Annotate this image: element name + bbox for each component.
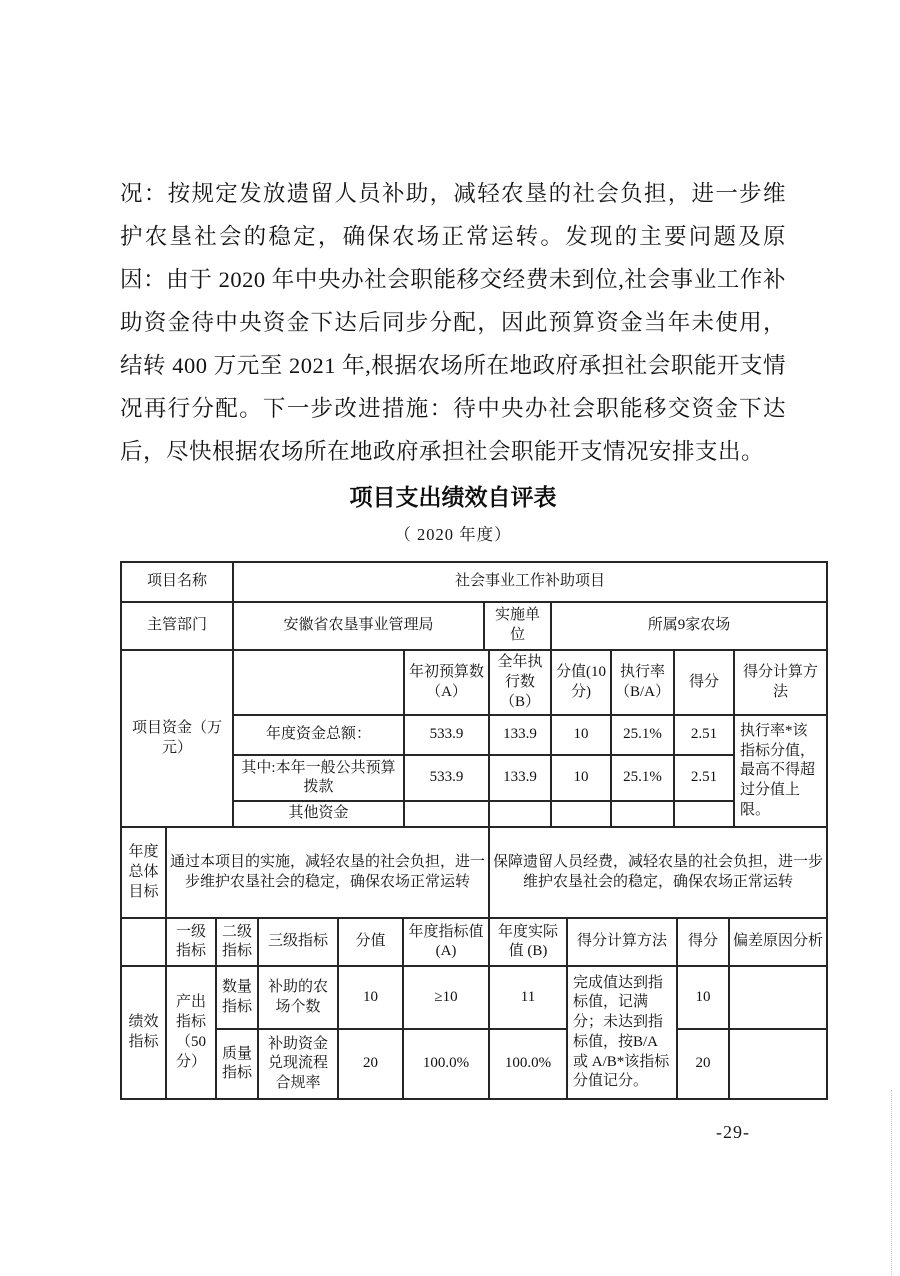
header-level1: 一级指标 (166, 918, 216, 966)
funding-header-row (121, 650, 827, 715)
funding-header-method: 得分计算方法 (734, 650, 827, 715)
header-level2: 二级指标 (216, 918, 258, 966)
continuation-paragraph: 况：按规定发放遗留人员补助，减轻农垦的社会负担，进一步维护农垦社会的稳定，确保农场正常运转。发现的主要问题及原因：由于 2020 年中央办社会职能移交经费未到位,社会事业工作补助资金待中央资金下达后同步分配，因此预算资金当年未使用，结转 400 万元至 2021 年,根据农场所在地政府承担社会职能开支情况再行分配。下一步改进措施：待中央办社会职能移交资金下达后，尽快根据农场所在地政府承担社会职能开支情况安排支出。 (120, 181, 786, 464)
funding-row-label-cell: 其中:本年一般公共预算拨款 (233, 755, 404, 801)
indicators-header-row (121, 918, 827, 966)
annual-goal-left-cell: 通过本项目的实施，减轻农垦的社会负担，进一步维护农垦社会的稳定，确保农场正常运转 (166, 827, 489, 918)
indicators-section-label-cell: 绩效指标 (121, 966, 166, 1099)
score-value-cell: 2.51 (674, 755, 734, 801)
level2-indicator-cell: 数量指标 (216, 966, 258, 1029)
target-value-cell: ≥10 (403, 966, 489, 1029)
indicator-row-quality (121, 1029, 827, 1099)
funding-section-label-cell: 项目资金（万元） (121, 650, 233, 827)
points-value-cell: 10 (551, 715, 611, 755)
project-name-row (121, 562, 827, 602)
indicators-method-note-cell: 完成值达到指标值，记满分；未达到指标值，按B/A 或 A/B*该指标分值记分。 (567, 966, 677, 1099)
annual-goal-row (121, 827, 827, 918)
funding-header-rate: 执行率（B/A） (611, 650, 674, 715)
level2-indicator-cell: 质量指标 (216, 1029, 258, 1099)
executed-value-cell: 133.9 (489, 715, 551, 755)
department-label-cell: 主管部门 (121, 602, 233, 650)
actual-value-cell: 11 (489, 966, 567, 1029)
funding-empty-header-cell (233, 650, 404, 715)
indicators-empty-header-cell (121, 918, 166, 966)
implementing-unit-value-cell: 所属9家农场 (551, 602, 827, 650)
deviation-cell (729, 966, 827, 1029)
annual-goal-right-cell: 保障遗留人员经费，减轻农垦的社会负担，进一步维护农垦社会的稳定，确保农场正常运转 (489, 827, 827, 918)
level3-indicator-cell: 补助资金兑现流程合规率 (258, 1029, 338, 1099)
project-name-value-cell: 社会事业工作补助项目 (233, 562, 827, 602)
indicator-row-quantity (121, 966, 827, 1029)
deviation-cell (729, 1029, 827, 1099)
header-method: 得分计算方法 (567, 918, 677, 966)
funding-header-points: 分值(10分) (551, 650, 611, 715)
points-value-cell: 10 (338, 966, 403, 1029)
funding-header-score: 得分 (674, 650, 734, 715)
header-actual-value: 年度实际值 (B) (489, 918, 567, 966)
points-value-cell: 20 (338, 1029, 403, 1099)
executed-value-cell (489, 801, 551, 827)
score-value-cell: 10 (677, 966, 729, 1029)
table-title: 项目支出绩效自评表 (349, 485, 557, 511)
annual-goal-table (120, 826, 828, 919)
implementing-unit-label-cell: 实施单位 (484, 602, 551, 650)
budget-value-cell (404, 801, 489, 827)
basic-info-table (120, 561, 828, 651)
funding-header-executed: 全年执行数（B） (489, 650, 551, 715)
rate-value-cell (611, 801, 674, 827)
funding-row-label-cell: 其他资金 (233, 801, 404, 827)
indicators-table (120, 917, 828, 1100)
budget-value-cell: 533.9 (404, 715, 489, 755)
funding-table (120, 649, 828, 828)
points-value-cell: 10 (551, 755, 611, 801)
score-value-cell: 2.51 (674, 715, 734, 755)
header-points: 分值 (338, 918, 403, 966)
points-value-cell (551, 801, 611, 827)
funding-row-label-cell: 年度资金总额： (233, 715, 404, 755)
actual-value-cell: 100.0% (489, 1029, 567, 1099)
table-subtitle: （ 2020 年度） (394, 525, 512, 544)
rate-value-cell: 25.1% (611, 755, 674, 801)
header-score: 得分 (677, 918, 729, 966)
funding-method-note-cell: 执行率*该指标分值，最高不得超过分值上限。 (734, 715, 827, 827)
header-deviation: 偏差原因分析 (729, 918, 827, 966)
score-value-cell: 20 (677, 1029, 729, 1099)
level3-indicator-cell: 补助的农场个数 (258, 966, 338, 1029)
funding-header-budget: 年初预算数（A） (404, 650, 489, 715)
annual-goal-label-cell: 年度总体目标 (121, 827, 166, 918)
department-value-cell: 安徽省农垦事业管理局 (233, 602, 484, 650)
department-row (121, 602, 827, 650)
budget-value-cell: 533.9 (404, 755, 489, 801)
executed-value-cell: 133.9 (489, 755, 551, 801)
level1-indicator-cell: 产出指标（50分） (166, 966, 216, 1099)
header-level3: 三级指标 (258, 918, 338, 966)
target-value-cell: 100.0% (403, 1029, 489, 1099)
scan-artifact-line (891, 1090, 892, 1276)
score-value-cell (674, 801, 734, 827)
header-target-value: 年度指标值(A) (403, 918, 489, 966)
document-page-column (120, 172, 826, 1100)
page-number: -29- (716, 1122, 750, 1142)
rate-value-cell: 25.1% (611, 715, 674, 755)
project-name-label-cell: 项目名称 (121, 562, 233, 602)
